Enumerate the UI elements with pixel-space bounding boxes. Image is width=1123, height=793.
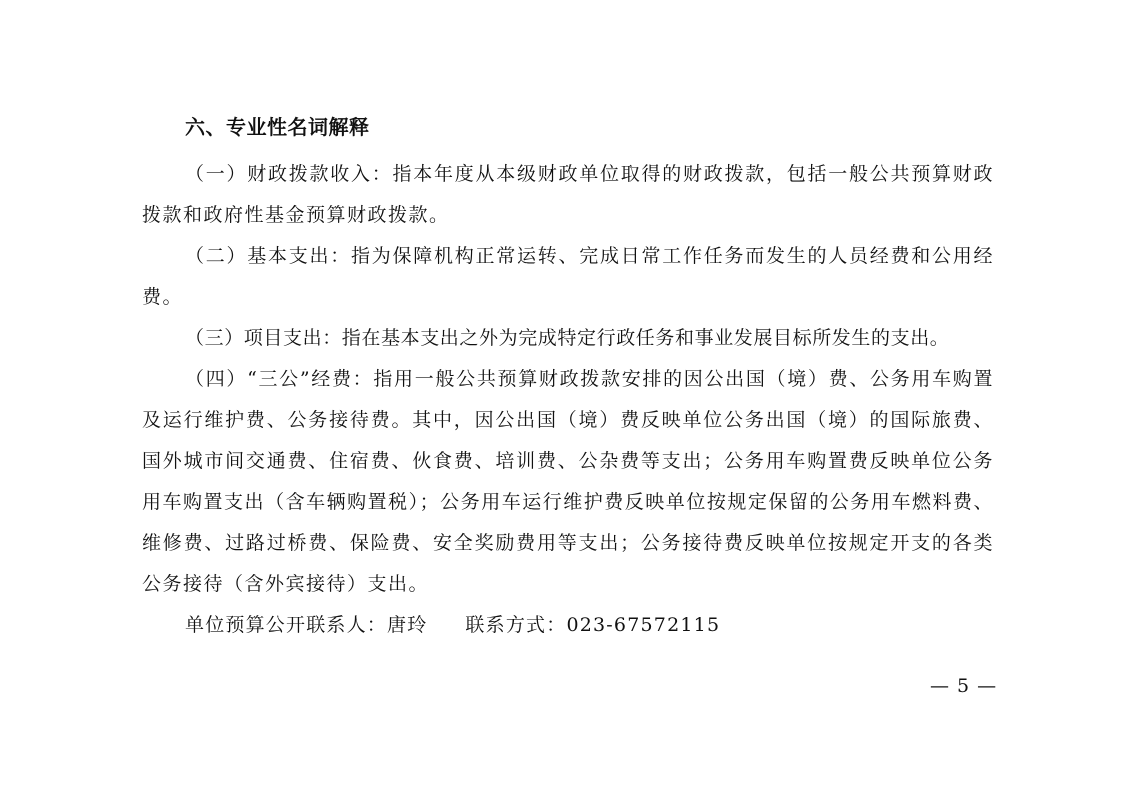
contact-person-name: 唐玲: [387, 614, 428, 636]
page-number: — 5 —: [930, 675, 998, 697]
contact-person-label: 单位预算公开联系人：: [185, 614, 388, 636]
contact-phone: 023-67572115: [566, 614, 721, 636]
definition-three-public-expenses: （四）“三公”经费：指用一般公共预算财政拨款安排的因公出国（境）费、公务用车购置及运行维护费、公务接待费。其中，因公出国（境）费反映单位公务出国（境）的国际旅费、国外城市间交通费、住宿费、伙食费、培训费、公杂费等支出；公务用车购置费反映单位公务用车购置支出（含车辆购置税）；公务用车运行维护费反映单位按规定保留的公务用车燃料费、维修费、过路过桥费、保险费、安全奖励费用等支出；公务接待费反映单位按规定开支的各类公务接待（含外宾接待）支出。: [142, 368, 994, 595]
page-content: [142, 108, 994, 646]
definition-project-expenditure: （三）项目支出：指在基本支出之外为完成特定行政任务和事业发展目标所发生的支出。: [185, 327, 950, 349]
contact-method-label: 联系方式：: [465, 614, 567, 636]
section-heading: 六、专业性名词解释: [185, 115, 370, 139]
contact-line: [142, 605, 994, 646]
definition-basic-expenditure: （二）基本支出：指为保障机构正常运转、完成日常工作任务而发生的人员经费和公用经费。: [142, 245, 994, 308]
definition-fiscal-appropriation: （一）财政拨款收入：指本年度从本级财政单位取得的财政拨款，包括一般公共预算财政拨款和政府性基金预算财政拨款。: [142, 163, 994, 226]
